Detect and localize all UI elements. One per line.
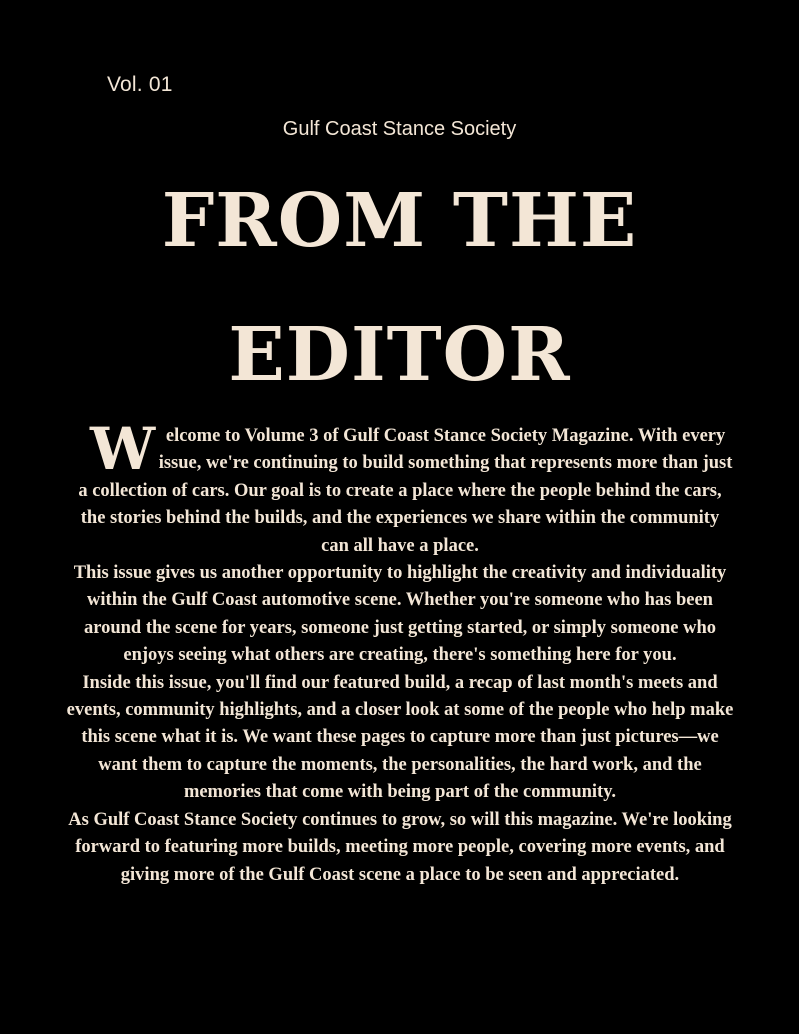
- volume-label: Vol. 01: [107, 73, 173, 96]
- paragraph-3: Inside this issue, you'll find our featured build, a recap of last month's meets and events, community highlights, and a closer look at some of the people who help make this scene what it is. We want these pages to capture more than just pictures—we want them to capture the moments, the personalities, the hard work, and the memories that come with being part of the community.: [66, 672, 734, 803]
- paragraph-4: As Gulf Coast Stance Society continues to grow, so will this magazine. We're looking forward to featuring more builds, meeting more people, covering more events, and giving more of the Gulf Coast scene a place to be seen and appreciated.: [68, 809, 732, 885]
- paragraph-2: This issue gives us another opportunity to highlight the creativity and individuality within the Gulf Coast automotive scene. Whether you're someone who has been around the scene for years, someone just getting started, or simply someone who enjoys seeing what others are creating, there's something here for you.: [73, 563, 727, 666]
- paragraph-1: [66, 415, 734, 560]
- page-title-line-1: FROM THE: [161, 178, 638, 264]
- paragraph-1-text: elcome to Volume 3 of Gulf Coast Stance Society Magazine. With every issue, we're continuing to build something that represents more than just a collection of cars. Our goal is to create a place where the people behind the cars, the stories behind the builds, and the experiences we share within the community can all have a place.: [78, 426, 733, 556]
- editor-letter: [66, 415, 734, 889]
- publication-name: Gulf Coast Stance Society: [282, 118, 517, 140]
- page-title-line-2: EDITOR: [228, 312, 571, 398]
- drop-cap: W: [90, 415, 156, 483]
